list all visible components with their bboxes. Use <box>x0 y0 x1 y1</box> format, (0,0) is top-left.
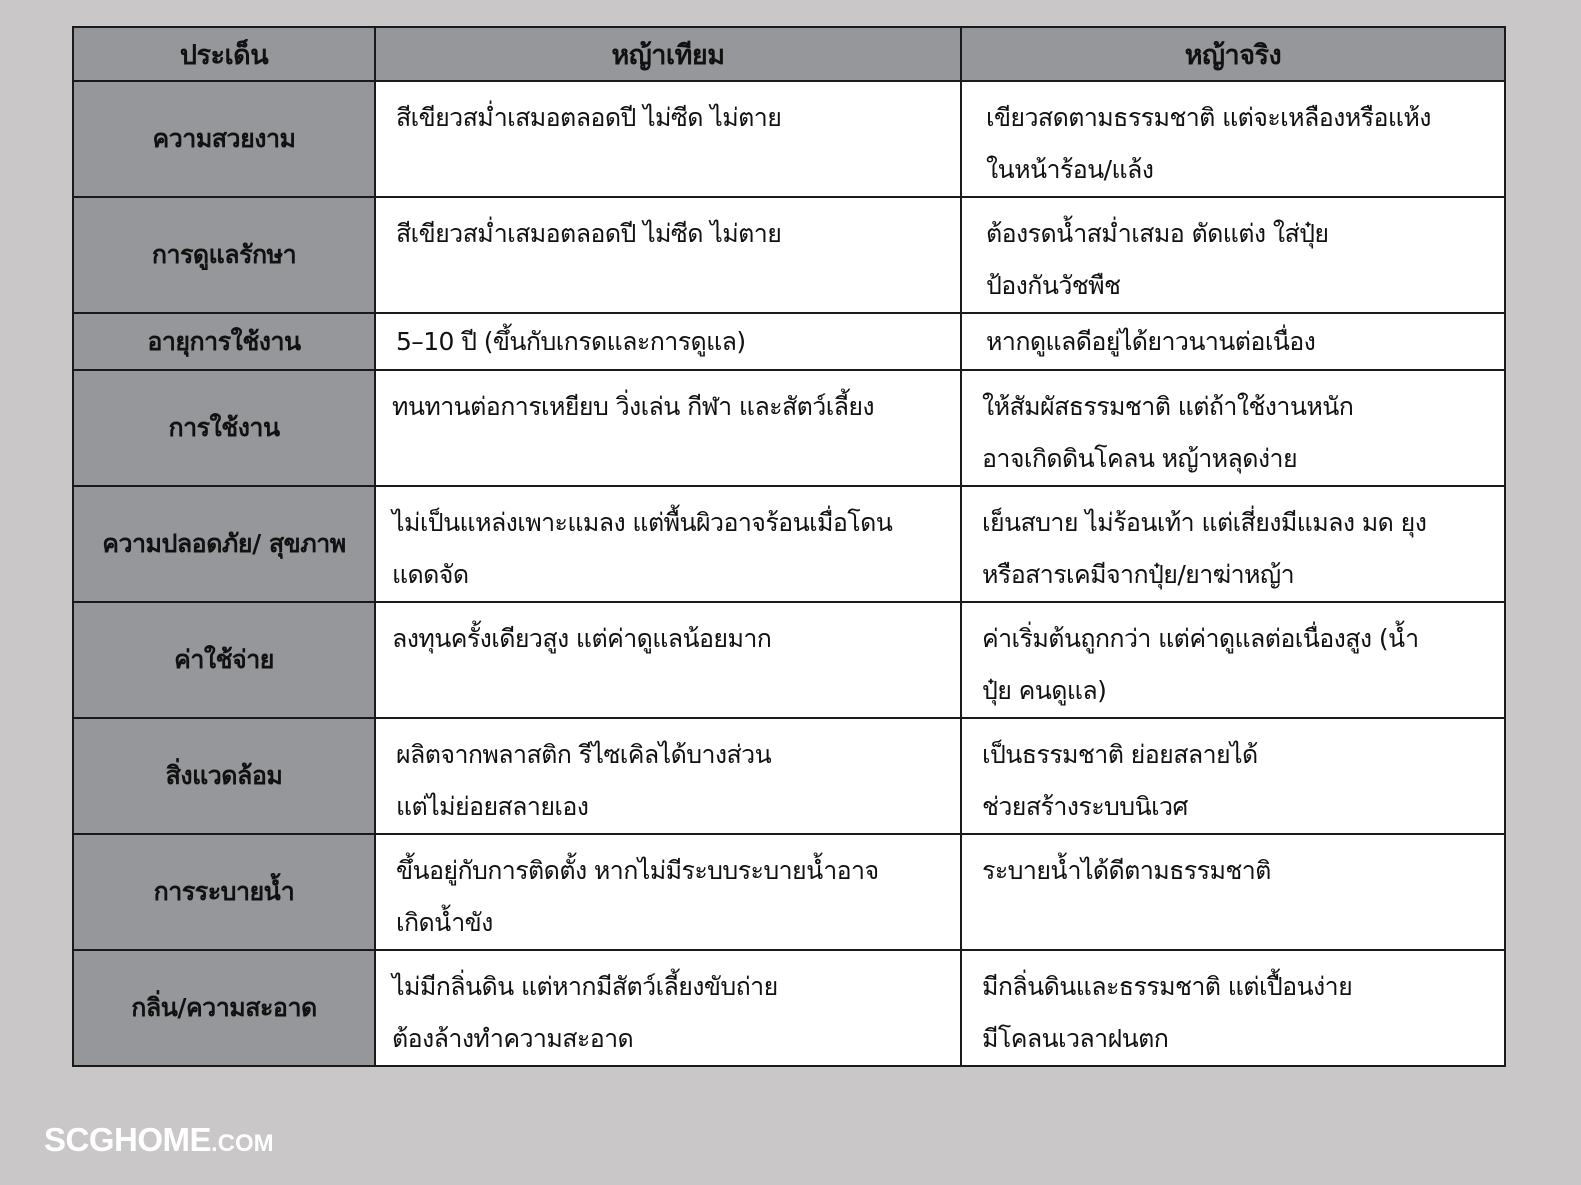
topic-text: ค่าใช้จ่าย <box>174 645 274 674</box>
cell-text: ทนทานต่อการเหยียบ วิ่งเล่น กีฬา และสัตว์เลี้ยง <box>392 392 875 421</box>
table-row <box>73 313 1505 370</box>
real-cell <box>961 197 1505 313</box>
scghome-logo <box>44 1121 274 1159</box>
cell-text: ไม่เป็นแหล่งเพาะแมลง แต่พื้นผิวอาจร้อนเมื่อโดน <box>392 508 893 537</box>
real-cell <box>961 602 1505 718</box>
real-cell <box>961 370 1505 486</box>
cell-text: ต้องล้างทำความสะอาด <box>392 1024 634 1053</box>
topic-cell <box>73 313 375 370</box>
cell-text: เกิดน้ำขัง <box>396 908 493 937</box>
topic-cell <box>73 197 375 313</box>
topic-cell <box>73 718 375 834</box>
table-row <box>73 81 1505 197</box>
artificial-cell <box>375 197 961 313</box>
table-row <box>73 486 1505 602</box>
cell-text: มีโคลนเวลาฝนตก <box>982 1024 1169 1053</box>
artificial-cell <box>375 313 961 370</box>
header-real-grass: หญ้าจริง <box>961 27 1505 81</box>
topic-cell <box>73 602 375 718</box>
cell-text: ไม่มีกลิ่นดิน แต่หากมีสัตว์เลี้ยงขับถ่าย <box>392 972 778 1001</box>
table-row <box>73 950 1505 1066</box>
artificial-cell <box>375 81 961 197</box>
table-row <box>73 370 1505 486</box>
topic-text: อายุการใช้งาน <box>147 326 301 356</box>
comparison-table <box>72 26 1506 1067</box>
real-cell <box>961 313 1505 370</box>
real-cell <box>961 834 1505 950</box>
cell-text: หากดูแลดีอยู่ได้ยาวนานต่อเนื่อง <box>986 327 1316 356</box>
cell-text: ป้องกันวัชพืช <box>986 271 1121 300</box>
cell-text: มีกลิ่นดินและธรรมชาติ แต่เปื้อนง่าย <box>982 972 1353 1001</box>
cell-text: อาจเกิดดินโคลน หญ้าหลุดง่าย <box>982 444 1297 473</box>
cell-text: เย็นสบาย ไม่ร้อนเท้า แต่เสี่ยงมีแมลง มด ยุง <box>982 508 1427 537</box>
topic-cell <box>73 81 375 197</box>
topic-text: สุขภาพ <box>268 529 346 558</box>
cell-text: ผลิตจากพลาสติก รีไซเคิลได้บางส่วน <box>396 740 772 769</box>
header-topic: ประเด็น <box>73 27 375 81</box>
real-cell <box>961 81 1505 197</box>
cell-text: ต้องรดน้ำสม่ำเสมอ ตัดแต่ง ใส่ปุ๋ย <box>986 219 1329 248</box>
cell-text: แต่ไม่ย่อยสลายเอง <box>396 792 589 821</box>
table-row <box>73 197 1505 313</box>
cell-text: ในหน้าร้อน/แล้ง <box>986 155 1154 184</box>
artificial-cell <box>375 718 961 834</box>
cell-text: ขึ้นอยู่กับการติดตั้ง หากไม่มีระบบระบายน้ำอาจ <box>396 856 879 885</box>
cell-text: ช่วยสร้างระบบนิเวศ <box>982 792 1188 821</box>
cell-text: ลงทุนครั้งเดียวสูง แต่ค่าดูแลน้อยมาก <box>392 624 772 653</box>
cell-text: ปุ๋ย คนดูแล) <box>982 676 1107 705</box>
logo-main-text: SCGHOME <box>44 1121 212 1158</box>
logo-suffix-text: .COM <box>211 1130 274 1157</box>
cell-text: แดดจัด <box>392 560 469 589</box>
topic-cell <box>73 950 375 1066</box>
cell-text: หรือสารเคมีจากปุ๋ย/ยาฆ่าหญ้า <box>982 560 1295 589</box>
topic-text: สิ่งแวดล้อม <box>165 761 283 790</box>
topic-text: ความสวยงาม <box>152 124 296 153</box>
topic-cell <box>73 834 375 950</box>
header-row <box>73 27 1505 81</box>
artificial-cell <box>375 602 961 718</box>
table-row <box>73 834 1505 950</box>
table-row <box>73 602 1505 718</box>
cell-text: สีเขียวสม่ำเสมอตลอดปี ไม่ซีด ไม่ตาย <box>396 103 782 132</box>
cell-text: ให้สัมผัสธรรมชาติ แต่ถ้าใช้งานหนัก <box>982 392 1354 421</box>
cell-text: 5–10 ปี (ขึ้นกับเกรดและการดูแล) <box>396 327 746 356</box>
topic-text: การระบายน้ำ <box>153 877 295 906</box>
real-cell <box>961 486 1505 602</box>
real-cell <box>961 950 1505 1066</box>
artificial-cell <box>375 486 961 602</box>
table-header <box>73 27 1505 81</box>
topic-text: กลิ่น/ความสะอาด <box>131 993 317 1022</box>
cell-text: ระบายน้ำได้ดีตามธรรมชาติ <box>982 856 1271 885</box>
cell-text: สีเขียวสม่ำเสมอตลอดปี ไม่ซีด ไม่ตาย <box>396 219 782 248</box>
topic-text: การดูแลรักษา <box>151 240 297 269</box>
cell-text: ค่าเริ่มต้นถูกกว่า แต่ค่าดูแลต่อเนื่องสูง (น้ำ <box>982 624 1419 653</box>
topic-cell <box>73 370 375 486</box>
cell-text: เป็นธรรมชาติ ย่อยสลายได้ <box>982 740 1258 769</box>
artificial-cell <box>375 834 961 950</box>
cell-text: เขียวสดตามธรรมชาติ แต่จะเหลืองหรือแห้ง <box>986 103 1431 132</box>
topic-cell <box>73 486 375 602</box>
table-row <box>73 718 1505 834</box>
topic-text: การใช้งาน <box>168 413 280 442</box>
table-body <box>73 81 1505 1066</box>
artificial-cell <box>375 370 961 486</box>
header-artificial-grass: หญ้าเทียม <box>375 27 961 81</box>
artificial-cell <box>375 950 961 1066</box>
real-cell <box>961 718 1505 834</box>
topic-text: ความปลอดภัย/ <box>102 529 261 558</box>
